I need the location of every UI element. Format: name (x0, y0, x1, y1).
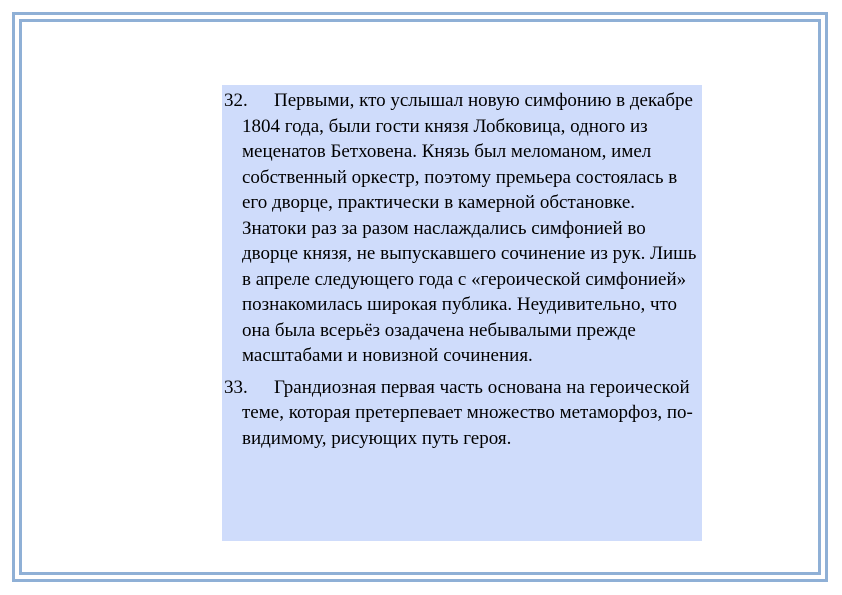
paragraph-32 (224, 88, 700, 369)
paragraph-text: Первыми, кто услышал новую симфонию в декабре 1804 года, были гости князя Лобковица, одного из меценатов Бетховена. Князь был меломаном, имел собственный оркестр, поэтому премьера состоялась в его дворце, практически в камерной обстановке. Знатоки раз за разом наслаждались симфонией во дворце князя, не выпускавшего сочинение из рук. Лишь в апреле следующего года с «героической симфонией» познакомилась широкая публика. Неудивительно, что она была всерьёз озадачена небывалыми прежде масштабами и новизной сочинения. (242, 90, 697, 366)
paragraph-number: 33. (224, 376, 248, 398)
paragraph-33 (224, 375, 700, 452)
text-box (222, 85, 702, 541)
paragraph-text: Грандиозная первая часть основана на героической теме, которая претерпевает множество метаморфоз, по-видимому, рисующих путь героя. (242, 376, 693, 449)
paragraph-number: 32. (224, 90, 248, 111)
